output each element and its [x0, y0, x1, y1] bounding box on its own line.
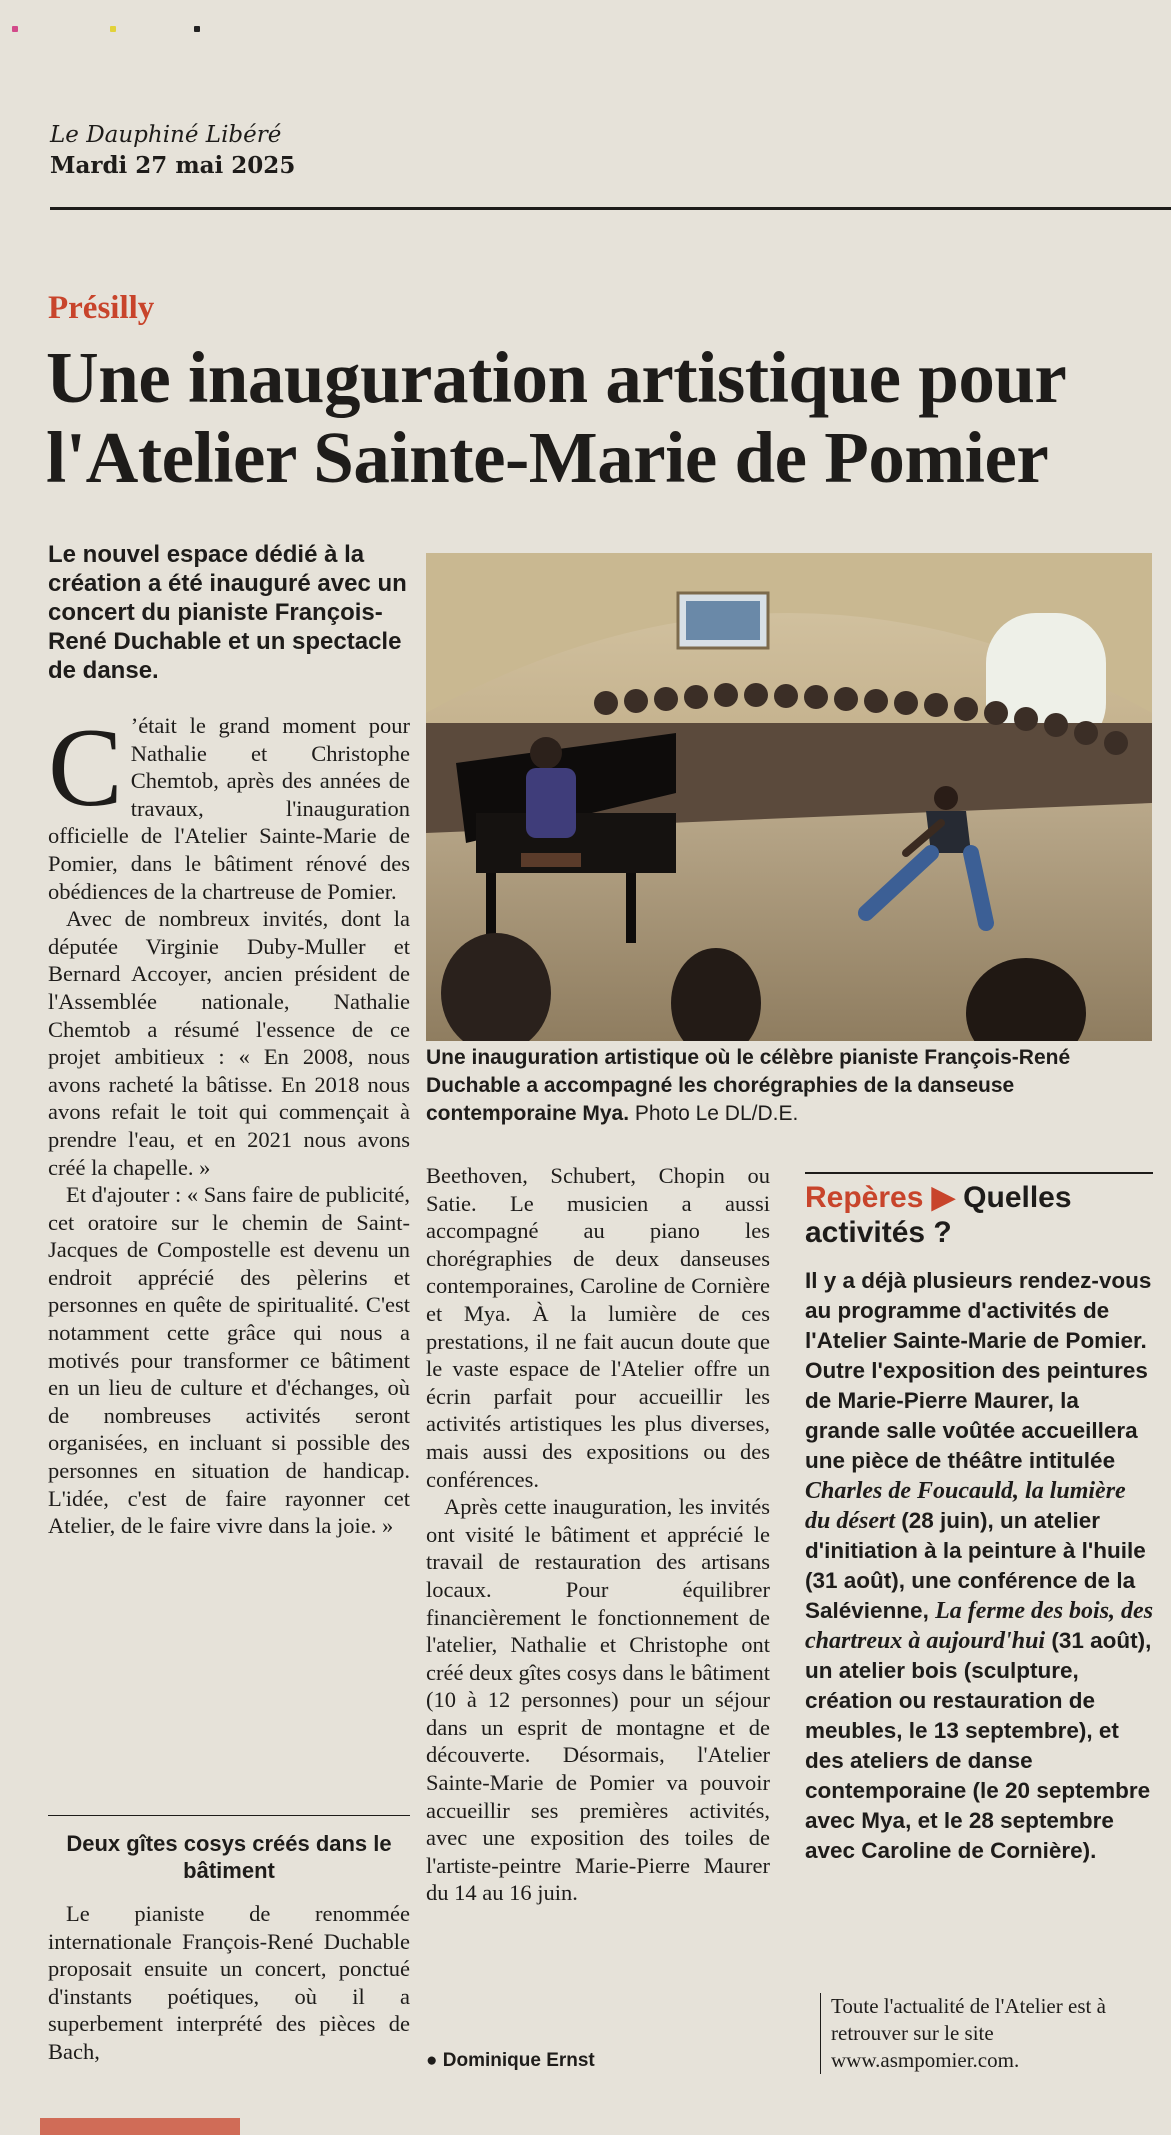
article-column-1-bottom [48, 1900, 410, 2066]
sidebar-conference-title: La ferme des bois, des chartreux à aujourd'hui [805, 1598, 1154, 1654]
sidebar-label: Repères [805, 1181, 924, 1214]
article-paragraph-4: Le pianiste de renommée internationale François-René Duchable proposait ensuite un concert, ponctué d'instants poétiques, où il a superbement interprété des pièces de Bach, [48, 1901, 410, 2064]
photo-caption [426, 1044, 1156, 1128]
article-paragraph-2: Avec de nombreux invités, dont la députée Virginie Duby-Muller et Bernard Accoyer, ancien président de l'Assemblée nationale, Nathalie Chemtob a résumé l'essence de ce projet ambitieux : « En 2008, nous avons racheté la bâtisse. En 2018 nous avons refait le toit qui commençait à prendre l'eau, et en 2021 nous avons créé la chapelle. » [48, 906, 410, 1180]
sidebar-footer: Toute l'actualité de l'Atelier est à retrouver sur le site www.asmpomier.com. [820, 1993, 1161, 2074]
paragraph-1-text: ’était le grand moment pour Nathalie et Christophe Chemtob, après des années de travaux, l'inauguration officielle de l'Atelier Sainte-Marie de Pomier, dans le bâtiment rénové des obédiences de la chartreuse de Pomier. [48, 713, 410, 904]
sidebar-body [805, 1266, 1157, 1866]
scan-mark-yellow [110, 26, 116, 32]
sidebar-heading [805, 1180, 1153, 1250]
issue-date: Mardi 27 mai 2025 [50, 152, 296, 179]
article-paragraph-6: Après cette inauguration, les invités ont visité le bâtiment et apprécié le travail de restauration des artisans locaux. Pour équilibrer financièrement le fonctionnement de l'atelier, Nathalie et Christophe ont créé deux gîtes cosys dans le bâtiment (10 à 12 personnes) pour un séjour dans un esprit de montagne et de découverte. Désormais, l'Atelier Sainte-Marie de Pomier va pouvoir accueillir ses premières activités, avec une exposition des toiles de l'artiste-peintre Marie-Pierre Maurer du 14 au 16 juin. [426, 1494, 770, 1906]
drop-cap: C [48, 706, 123, 830]
scan-marks [10, 26, 210, 38]
sidebar-play-title: Charles de Foucauld, la lumière du désert [805, 1478, 1126, 1534]
sidebar-text-a: Il y a déjà plusieurs rendez-vous au programme d'activités de l'Atelier Sainte-Marie de Pomier. Outre l'exposition des peintures de Marie-Pierre Maurer, la grande salle voûtée accueillera une pièce de théâtre intitulée [805, 1268, 1152, 1473]
masthead [50, 120, 1171, 182]
play-arrow-icon: ▶ [931, 1181, 955, 1214]
photo-credit: Photo Le DL/D.E. [629, 1102, 799, 1125]
article-paragraph-3: Et d'ajouter : « Sans faire de publicité, cet oratoire sur le chemin de Saint-Jacques de Compostelle est devenu un endroit apprécié des pèlerins et personnes en quête de spiritualité. C'est notamment cette grâce qui nous a motivés pour transformer ce bâtiment en un lieu de culture et d'échanges, où de nombreuses activités seront organisées, en incluant si possible des personnes en situation de handicap. L'idée, c'est de faire rayonner cet Atelier, de le faire vivre dans la joie. » [48, 1182, 410, 1539]
article-title: Une inauguration artistique pour l'Atelier Sainte-Marie de Pomier [46, 337, 1066, 498]
article-byline: ● Dominique Ernst [426, 2050, 595, 2071]
article-subhead: Deux gîtes cosys créés dans le bâtiment [48, 1815, 410, 1884]
article-paragraph-1 [48, 706, 410, 905]
sidebar-text-c: (31 août), un atelier bois (sculpture, création ou restauration de meubles, le 13 septembre), et des ateliers de danse contemporaine (le 20 septembre avec Mya, et le 28 septembre avec Caroline de Cornière). [805, 1628, 1152, 1863]
next-article-strip [40, 2118, 240, 2135]
sidebar-text-b: (28 juin), un atelier d'initiation à la peinture à l'huile (31 août), une conférence de la Salévienne, [805, 1508, 1146, 1623]
article-lede: Le nouvel espace dédié à la création a été inauguré avec un concert du pianiste François-René Duchable et un spectacle de danse. [48, 541, 407, 684]
scan-mark-magenta [12, 26, 18, 32]
newspaper-name: Le Dauphiné Libéré [50, 122, 282, 148]
article-column-2 [426, 1162, 770, 1907]
sidebar-title: Quelles activités ? [805, 1181, 1072, 1249]
header-rule [50, 207, 1171, 210]
sidebar-rule [805, 1172, 1153, 1174]
article-paragraph-5: Beethoven, Schubert, Chopin ou Satie. Le musicien a aussi accompagné au piano les chorégraphies de deux danseuses contemporaines, Caroline de Cornière et Mya. À la lumière de ces prestations, il ne fait aucun doute que le vaste espace de l'Atelier offre un écrin parfait pour accueillir les activités artistiques les plus diverses, mais aussi des expositions ou des conférences. [426, 1163, 770, 1492]
article-photo [426, 553, 1152, 1041]
concert-photo-illustration [426, 553, 1152, 1041]
article-column-1 [48, 706, 410, 1540]
article-kicker: Présilly [48, 290, 155, 326]
scan-mark-black [194, 26, 200, 32]
photo-caption-text: Une inauguration artistique où le célèbre pianiste François-René Duchable a accompagné les chorégraphies de la danseuse contemporaine Mya. [426, 1046, 1071, 1125]
